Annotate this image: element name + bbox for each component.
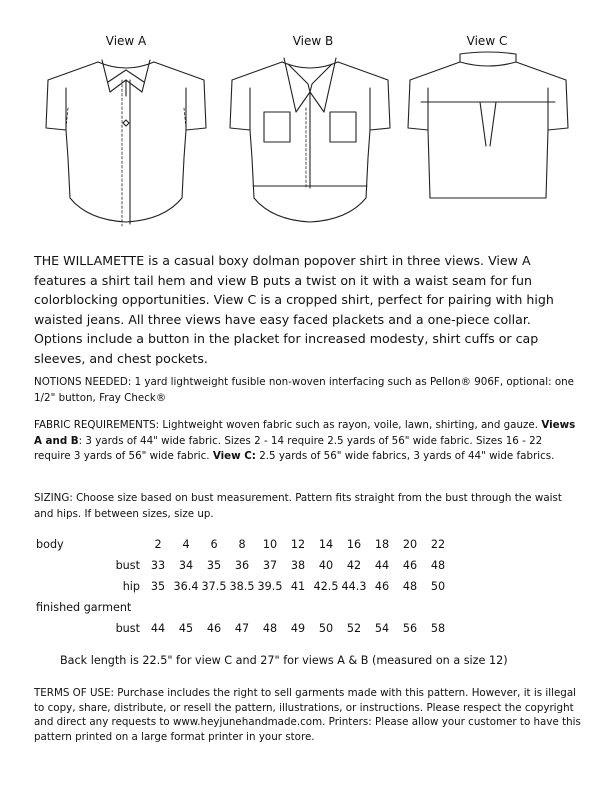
fabric-text-1: FABRIC REQUIREMENTS: Lightweight woven fabric such as rayon, voile, lawn, shirting, and gauze.: [34, 419, 542, 431]
finished-garment-label: finished garment: [36, 601, 132, 614]
bust-cell: 33: [150, 559, 166, 572]
finished-bust-cell: 58: [430, 622, 446, 635]
view-b-illustration: [222, 48, 402, 236]
hip-cell: 41: [290, 580, 306, 593]
terms-of-use: TERMS OF USE: Purchase includes the right to sell garments made with this pattern. However, it is illegal to copy, share, distribute, or resell the pattern, illustrations, or instructions. Please respect the copyright and direct any requests to www.heyjunehandmade.com. Printers: Please allow your customer to have this pattern printed on a large format printer in your store.: [34, 687, 581, 743]
size-chart: [36, 534, 452, 639]
size-cell: 8: [238, 538, 246, 551]
finished-bust-cell: 45: [178, 622, 194, 635]
bust-label: bust: [115, 559, 140, 572]
finished-bust-cell: 56: [402, 622, 418, 635]
bust-cell: 48: [430, 559, 446, 572]
hip-label: hip: [122, 580, 140, 593]
bust-cell: 36: [234, 559, 250, 572]
finished-bust-row: [36, 618, 452, 639]
finished-bust-cell: 46: [206, 622, 222, 635]
finished-bust-label: bust: [115, 622, 140, 635]
bust-cell: 35: [206, 559, 222, 572]
sizing-instructions: SIZING: Choose size based on bust measurement. Pattern fits straight from the bust through the waist and hips. If between sizes, size up.: [34, 492, 562, 520]
hip-cell: 37.5: [201, 580, 227, 593]
bust-cell: 40: [318, 559, 334, 572]
hip-cell: 50: [430, 580, 446, 593]
fabric-views-ab-label: Views A and B: [34, 419, 576, 447]
view-c-label: View C: [466, 34, 508, 48]
fabric-text-2: : 3 yards of 44" wide fabric. Sizes 2 - 14 require 2.5 yards of 56" wide fabric. Sizes 16 - 22 require 3 yards of 56" wide fabric.: [34, 434, 543, 462]
size-cell: 6: [210, 538, 218, 551]
size-cell: 12: [290, 538, 306, 551]
bust-cell: 44: [374, 559, 390, 572]
finished-bust-cell: 44: [150, 622, 166, 635]
size-cell: 22: [430, 538, 446, 551]
notions-needed: NOTIONS NEEDED: 1 yard lightweight fusible non-woven interfacing such as Pellon® 906F, optional: one 1/2" button, Fray Check®: [34, 376, 575, 404]
bust-cell: 37: [262, 559, 278, 572]
finished-garment-row: [36, 597, 452, 618]
bust-cell: 42: [346, 559, 362, 572]
size-cell: 2: [154, 538, 162, 551]
hip-cell: 42.5: [313, 580, 339, 593]
finished-bust-cell: 54: [374, 622, 390, 635]
size-cell: 16: [346, 538, 362, 551]
fabric-requirements: [34, 418, 582, 465]
finished-bust-cell: 52: [346, 622, 362, 635]
finished-bust-cell: 48: [262, 622, 278, 635]
hip-cell: 39.5: [257, 580, 283, 593]
view-c-illustration: [400, 48, 580, 208]
bust-cell: 46: [402, 559, 418, 572]
size-cell: 10: [262, 538, 278, 551]
finished-bust-cell: 47: [234, 622, 250, 635]
size-row: [36, 534, 452, 555]
hip-cell: 48: [402, 580, 418, 593]
size-cell: 4: [182, 538, 190, 551]
hip-cell: 44.3: [341, 580, 367, 593]
view-b-label: View B: [292, 34, 334, 48]
fabric-text-3: 2.5 yards of 56" wide fabrics, 3 yards of 44" wide fabrics.: [255, 450, 555, 462]
bust-cell: 38: [290, 559, 306, 572]
size-cell: 20: [402, 538, 418, 551]
bust-row: [36, 555, 452, 576]
pattern-description: THE WILLAMETTE is a casual boxy dolman popover shirt in three views. View A features a shirt tail hem and view B puts a twist on it with a waist seam for fun colorblocking opportunities. View C is a cropped shirt, perfect for pairing with high waisted jeans. All three views have easy faced plackets and a one-piece collar. Options include a button in the placket for increased modesty, shirt cuffs or cap sleeves, and chest pockets.: [34, 253, 554, 366]
hip-cell: 35: [150, 580, 166, 593]
hip-cell: 36.4: [173, 580, 199, 593]
size-cell: 18: [374, 538, 390, 551]
fabric-view-c-label: View C:: [212, 450, 256, 462]
hip-cell: 38.5: [229, 580, 255, 593]
finished-bust-cell: 50: [318, 622, 334, 635]
view-a-label: View A: [105, 34, 147, 48]
size-cell: 14: [318, 538, 334, 551]
hip-row: [36, 576, 452, 597]
finished-bust-cell: 49: [290, 622, 306, 635]
bust-cell: 34: [178, 559, 194, 572]
view-a-illustration: [38, 48, 218, 236]
back-length-note: Back length is 22.5" for view C and 27" for views A & B (measured on a size 12): [60, 654, 508, 667]
hip-cell: 46: [374, 580, 390, 593]
body-label: body: [36, 538, 64, 551]
